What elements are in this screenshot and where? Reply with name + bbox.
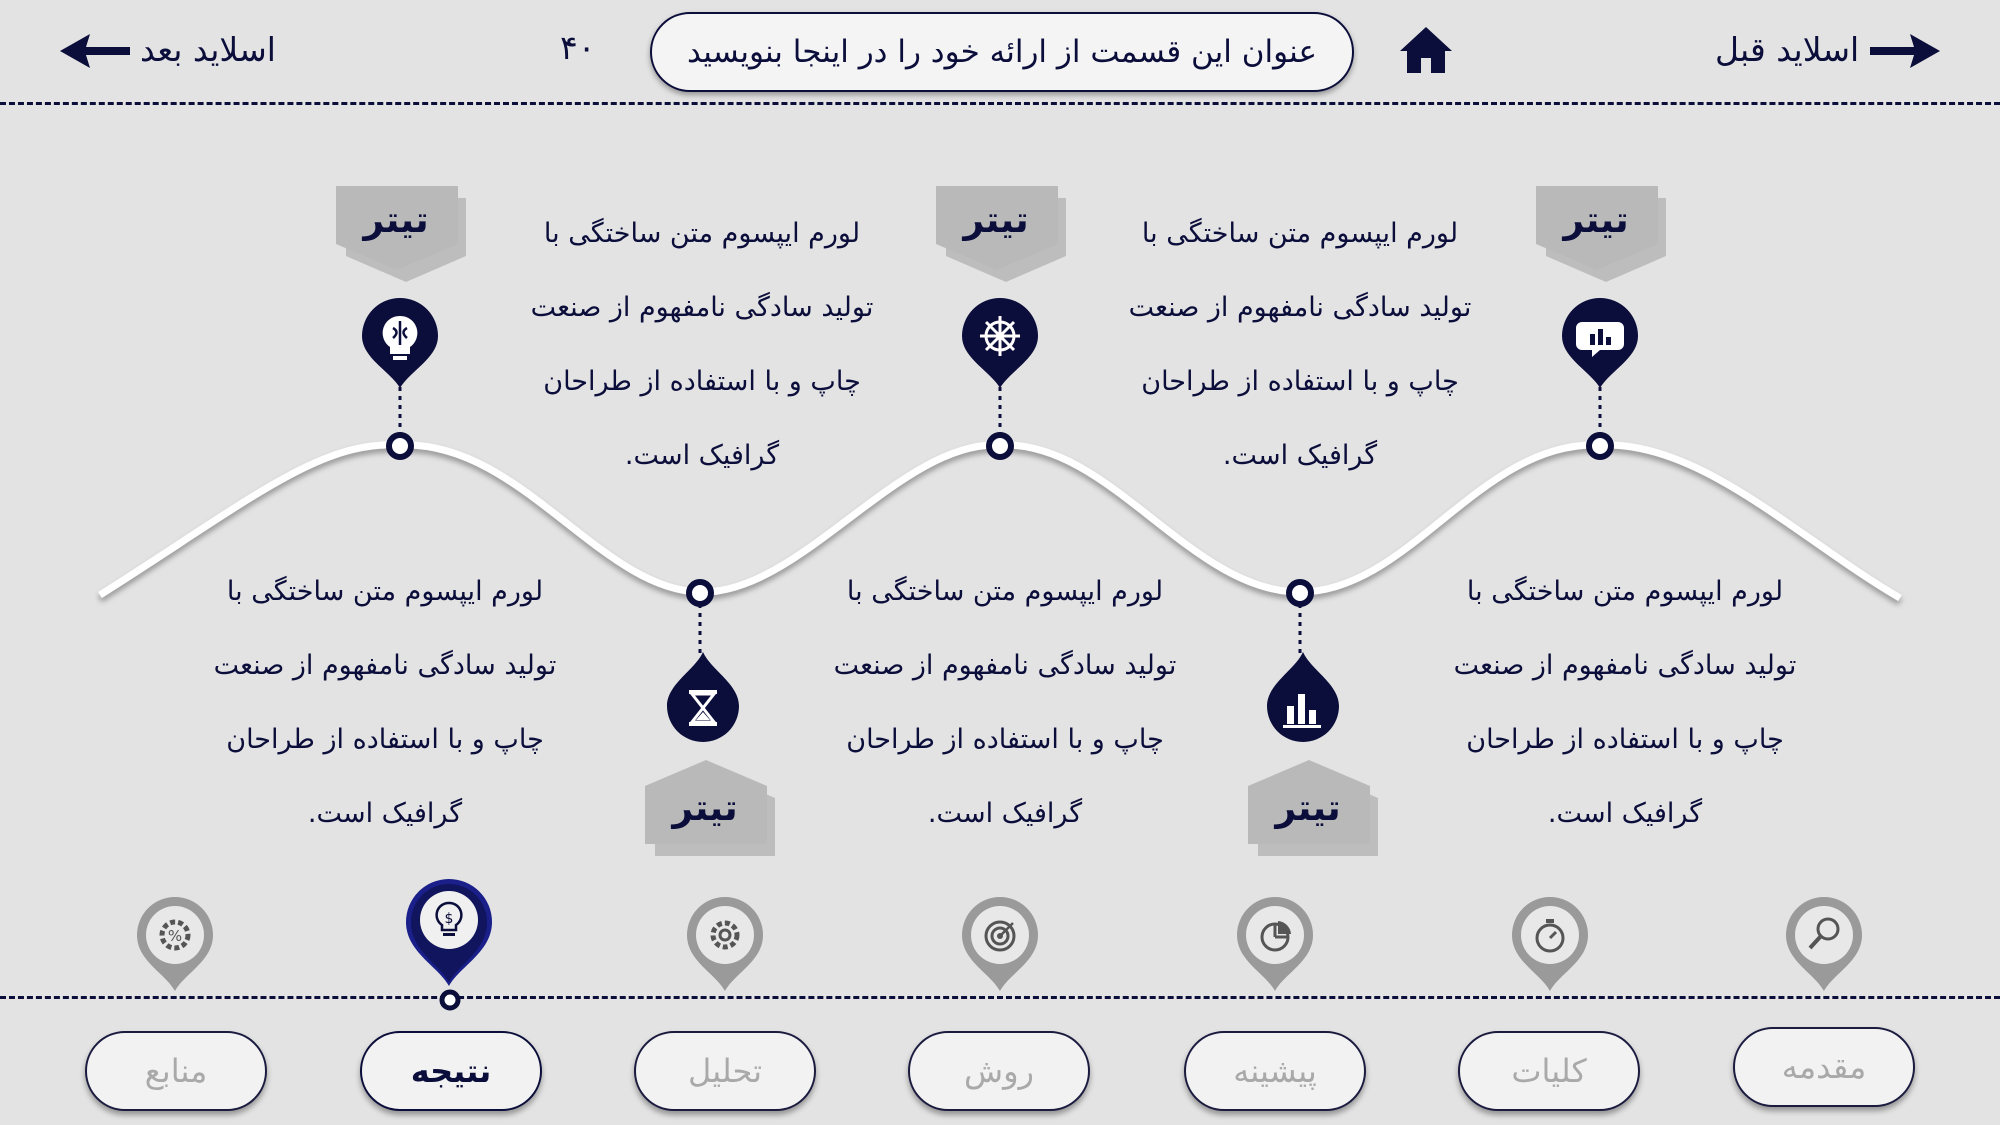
hourglass-icon — [665, 650, 741, 745]
tab-introduction[interactable] — [1733, 1027, 1915, 1107]
titer-label: تیتر — [363, 200, 429, 241]
text-line: تولید سادگی نامفهوم از صنعت — [1453, 650, 1797, 681]
tab-result[interactable] — [360, 1031, 542, 1111]
slide-number: ۴۰ — [560, 28, 596, 67]
titer-tag — [336, 186, 466, 278]
search-person-icon[interactable] — [1783, 893, 1865, 995]
tab-label: منابع — [144, 1052, 208, 1090]
titer-label: تیتر — [1275, 788, 1341, 829]
text-line: چاپ و با استفاده از طراحان — [1466, 724, 1784, 755]
ship-wheel-icon — [960, 296, 1040, 391]
tab-label: مقدمه — [1781, 1048, 1867, 1086]
tab-generalities[interactable] — [1458, 1031, 1640, 1111]
gear-icon[interactable] — [684, 893, 766, 995]
bar-chart-icon — [1265, 650, 1341, 745]
chat-chart-icon — [1560, 296, 1640, 391]
text-line: گرافیک است. — [1222, 440, 1378, 471]
section-title: عنوان این قسمت از ارائه خود را در اینجا بنویسید — [687, 34, 1317, 70]
titer-label: تیتر — [1563, 200, 1629, 241]
prev-slide-label: اسلاید قبل — [1715, 30, 1860, 69]
tab-label: تحلیل — [687, 1052, 763, 1090]
text-line: تولید سادگی نامفهوم از صنعت — [1128, 292, 1472, 323]
text-line: لورم ایپسوم متن ساختگی با — [1141, 218, 1459, 249]
timeline-node — [689, 582, 711, 604]
top-text-block — [512, 197, 892, 493]
text-line: چاپ و با استفاده از طراحان — [846, 724, 1164, 755]
titer-label: تیتر — [963, 200, 1029, 241]
tab-label: روش — [964, 1052, 1034, 1090]
titer-label: تیتر — [672, 788, 738, 829]
text-line: لورم ایپسوم متن ساختگی با — [226, 576, 544, 607]
svg-text:$: $ — [444, 911, 454, 927]
timeline-node — [1589, 435, 1611, 457]
active-marker — [438, 988, 462, 1012]
tab-analysis[interactable] — [634, 1031, 816, 1111]
svg-text:%: % — [167, 927, 183, 945]
timeline-node — [389, 435, 411, 457]
timeline-node — [989, 435, 1011, 457]
top-text-block — [1110, 197, 1490, 493]
text-line: لورم ایپسوم متن ساختگی با — [846, 576, 1164, 607]
text-line: تولید سادگی نامفهوم از صنعت — [833, 650, 1177, 681]
bottom-text-block — [195, 555, 575, 851]
titer-tag — [645, 760, 775, 852]
text-line: تولید سادگی نامفهوم از صنعت — [213, 650, 557, 681]
stopwatch-icon[interactable] — [1509, 893, 1591, 995]
pie-chart-icon[interactable] — [1234, 893, 1316, 995]
text-line: گرافیک است. — [1547, 798, 1703, 829]
bottom-text-block — [815, 555, 1195, 851]
titer-tag — [1248, 760, 1378, 852]
timeline-node — [1289, 582, 1311, 604]
text-line: چاپ و با استفاده از طراحان — [1141, 366, 1459, 397]
text-line: تولید سادگی نامفهوم از صنعت — [530, 292, 874, 323]
footer-divider — [0, 996, 2000, 999]
titer-tag — [936, 186, 1066, 278]
text-line: گرافیک است. — [927, 798, 1083, 829]
bottom-text-block — [1435, 555, 1815, 851]
text-line: لورم ایپسوم متن ساختگی با — [1466, 576, 1784, 607]
lightbulb-dollar-icon[interactable] — [403, 876, 495, 991]
tab-label: کلیات — [1511, 1052, 1587, 1090]
target-icon[interactable] — [959, 893, 1041, 995]
tab-label: پیشینه — [1233, 1052, 1317, 1090]
titer-tag — [1536, 186, 1666, 278]
next-slide-label: اسلاید بعد — [140, 30, 276, 69]
text-line: گرافیک است. — [307, 798, 463, 829]
tab-background[interactable] — [1184, 1031, 1366, 1111]
text-line: گرافیک است. — [624, 440, 780, 471]
text-line: لورم ایپسوم متن ساختگی با — [543, 218, 861, 249]
tab-label: نتیجه — [410, 1052, 492, 1090]
text-line: چاپ و با استفاده از طراحان — [543, 366, 861, 397]
text-line: چاپ و با استفاده از طراحان — [226, 724, 544, 755]
tab-references[interactable] — [85, 1031, 267, 1111]
percent-gear-icon[interactable] — [134, 893, 216, 995]
brain-bulb-icon — [360, 296, 440, 391]
tab-method[interactable] — [908, 1031, 1090, 1111]
